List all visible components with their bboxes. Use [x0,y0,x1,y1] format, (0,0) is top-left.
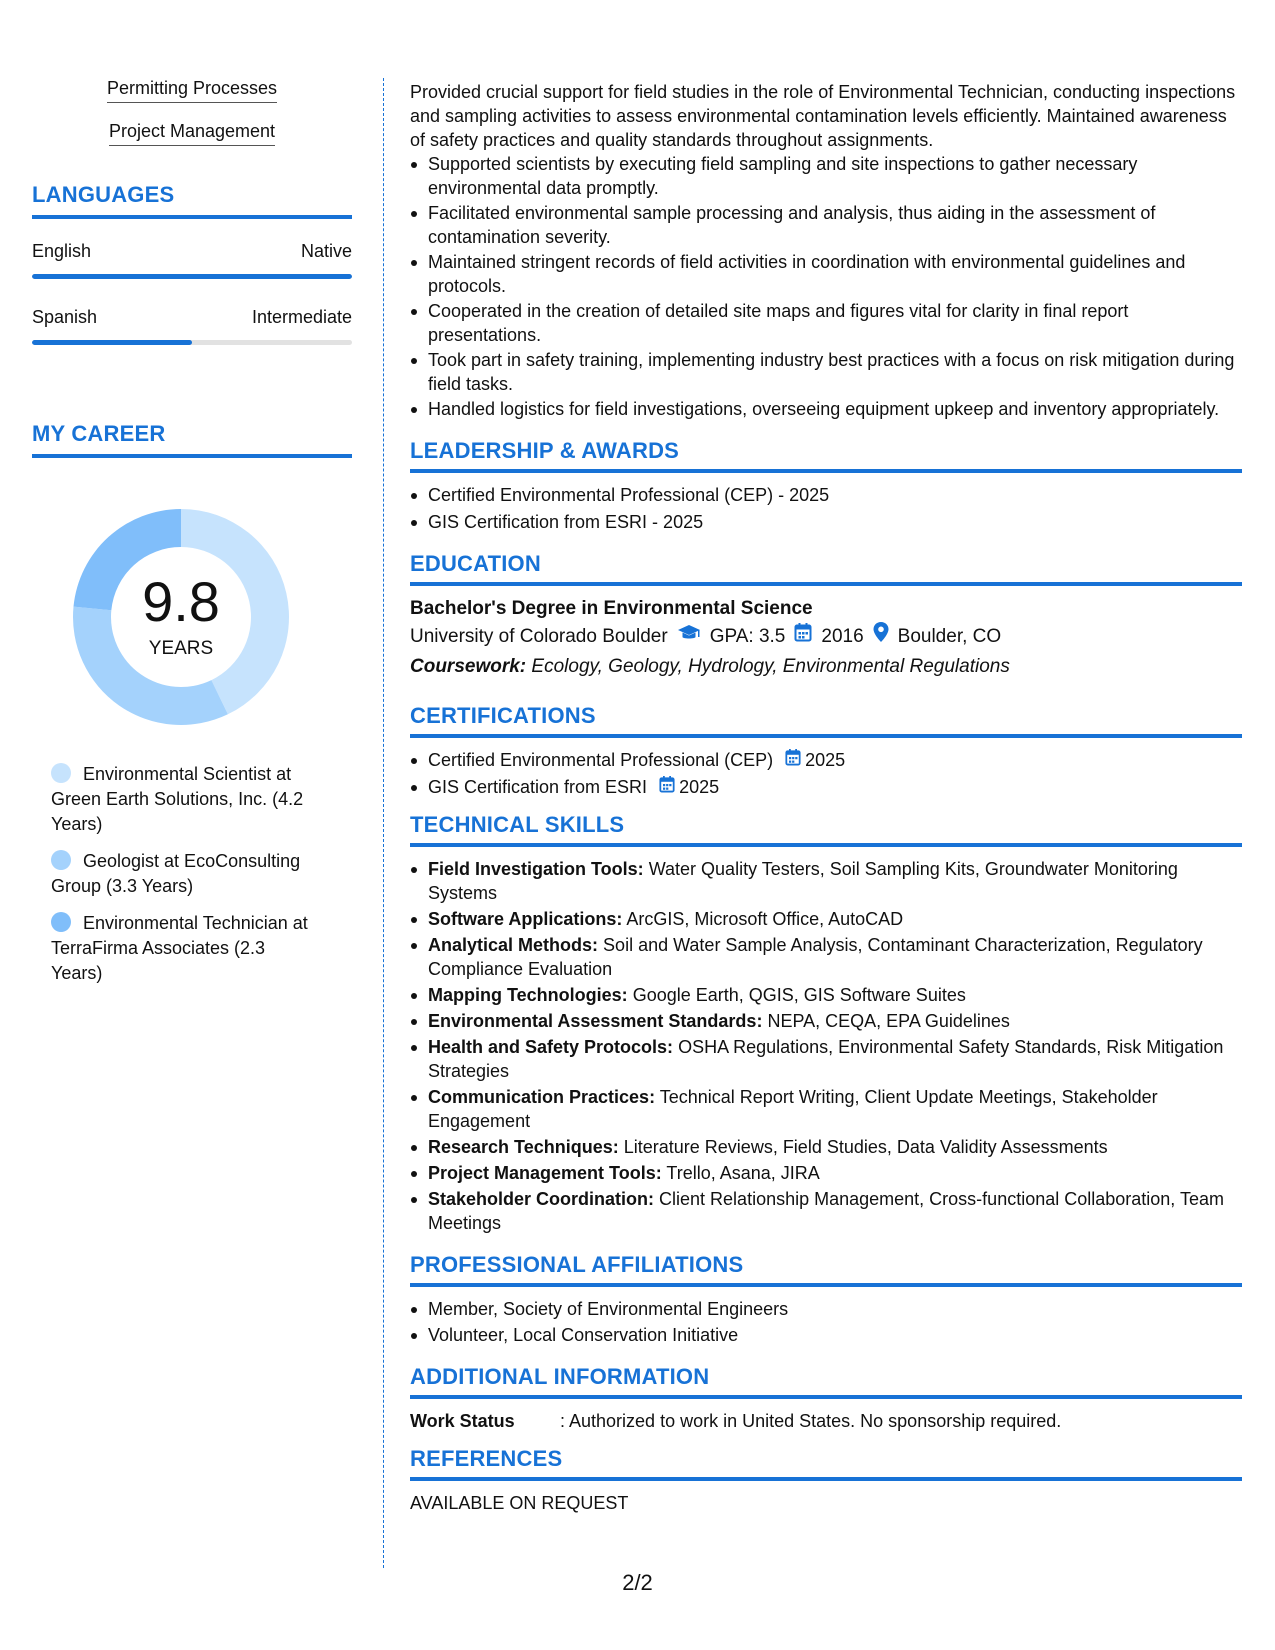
education-heading: EDUCATION [410,551,541,576]
language-name: Spanish [32,307,98,327]
list-item: Took part in safety training, implementing industry best practices with a focus on risk mitigation during field tasks. [410,348,1242,396]
language-proficiency-bar [32,340,352,345]
work-status-label: Work Status [410,1411,515,1431]
additional-info-heading: ADDITIONAL INFORMATION [410,1364,710,1389]
section-rule [410,469,1242,473]
list-item: Facilitated environmental sample processing and analysis, thus aiding in the assessment of contamination severity. [410,201,1242,249]
section-rule [410,1477,1242,1481]
list-item: GIS Certification from ESRI - 2025 [410,510,1242,534]
legend-dot [51,912,71,932]
section-rule [410,1283,1242,1287]
calendar-icon [785,748,801,772]
work-status-value: : Authorized to work in United States. No sponsorship required. [560,1411,1062,1431]
work-status-row [410,1409,1242,1433]
education-entry [410,596,1242,682]
language-item [32,241,352,279]
experience-bullets [410,152,1242,421]
degree-title: Bachelor's Degree in Environmental Science [410,598,813,619]
gpa: GPA: 3.5 [709,626,786,647]
list-item: Environmental Assessment Standards: NEPA, CEQA, EPA Guidelines [410,1009,1242,1033]
list-item: Volunteer, Local Conservation Initiative [410,1323,1242,1347]
list-item: Health and Safety Protocols: OSHA Regulations, Environmental Safety Standards, Risk Mitigation Strategies [410,1035,1242,1083]
career-legend-item: Geologist at EcoConsulting Group (3.3 Years) [51,851,301,896]
list-item: Member, Society of Environmental Engineers [410,1297,1242,1321]
list-item: Software Applications: ArcGIS, Microsoft Office, AutoCAD [410,907,1242,931]
experience-summary: Provided crucial support for field studies in the role of Environmental Technician, conducting inspections and sampling activities to assess environmental contamination levels efficiently. Maintained awareness of safety practices and quality standards throughout assignments. [410,82,1236,150]
technical-skills-list [410,857,1242,1235]
certifications-heading: CERTIFICATIONS [410,703,596,728]
career-legend-item: Environmental Scientist at Green Earth Solutions, Inc. (4.2 Years) [51,764,304,834]
section-rule [410,843,1242,847]
legend-dot [51,850,71,870]
skill-tag: Permitting Processes [32,78,352,103]
language-name: English [32,241,92,261]
skill-tag: Project Management [32,121,352,146]
school-location: Boulder, CO [897,626,1002,647]
section-rule [410,1395,1242,1399]
list-item: Analytical Methods: Soil and Water Sample Analysis, Contaminant Characterization, Regulatory Compliance Evaluation [410,933,1242,981]
map-pin-icon [873,622,889,652]
cert-date: 2025 [679,777,720,797]
school-name: University of Colorado Boulder [410,626,668,647]
technical-skills-heading: TECHNICAL SKILLS [410,812,625,837]
career-legend [32,762,312,986]
language-level: Native [300,241,352,261]
leadership-heading: LEADERSHIP & AWARDS [410,438,680,463]
calendar-icon [794,622,812,652]
list-item: Certified Environmental Professional (CEP) - 2025 [410,483,1242,507]
language-level: Intermediate [251,307,352,327]
references-heading: REFERENCES [410,1446,563,1471]
column-divider [383,78,384,1568]
coursework [410,652,1242,682]
section-rule [410,582,1242,586]
career-total-years: 9.8 [142,570,220,633]
legend-dot [51,763,71,783]
list-item: Handled logistics for field investigations, overseeing equipment upkeep and inventory appropriately. [410,397,1242,421]
list-item: Certified Environmental Professional (CEP) 2025 [410,748,1242,772]
list-item: Project Management Tools: Trello, Asana, JIRA [410,1161,1242,1185]
section-rule [410,734,1242,738]
list-item: GIS Certification from ESRI 2025 [410,775,1242,799]
cert-date: 2025 [805,750,846,770]
graduation-cap-icon [677,622,701,652]
graduation-year: 2016 [821,626,864,647]
left-column [32,78,352,998]
language-item [32,307,352,345]
career-heading: MY CAREER [32,421,166,446]
language-proficiency-fill [32,274,352,279]
language-proficiency-bar [32,274,352,279]
career-legend-item: Environmental Technician at TerraFirma Associates (2.3 Years) [51,913,308,983]
references-text: AVAILABLE ON REQUEST [410,1493,629,1513]
certifications-list [410,748,1242,799]
list-item: Supported scientists by executing field sampling and site inspections to gather necessary environmental data promptly. [410,152,1242,200]
affiliations-list [410,1297,1242,1347]
list-item: Research Techniques: Literature Reviews, Field Studies, Data Validity Assessments [410,1135,1242,1159]
right-column [410,80,1242,1515]
list-item: Stakeholder Coordination: Client Relationship Management, Cross-functional Collaboration, Team Meetings [410,1187,1242,1235]
calendar-icon [659,775,675,799]
list-item: Cooperated in the creation of detailed site maps and figures vital for clarity in final report presentations. [410,299,1242,347]
career-donut-chart [66,502,296,732]
leadership-list [410,483,1242,534]
affiliations-heading: PROFESSIONAL AFFILIATIONS [410,1252,744,1277]
coursework-label: Coursework: [410,656,527,677]
career-years-unit: YEARS [148,638,214,659]
list-item: Communication Practices: Technical Report Writing, Client Update Meetings, Stakeholder Engagement [410,1085,1242,1133]
list-item: Maintained stringent records of field activities in coordination with environmental guidelines and protocols. [410,250,1242,298]
list-item: Mapping Technologies: Google Earth, QGIS, GIS Software Suites [410,983,1242,1007]
page-number: 2/2 [622,1570,653,1595]
section-rule [32,454,352,458]
languages-heading: LANGUAGES [32,182,175,207]
language-proficiency-fill [32,340,192,345]
section-rule [32,215,352,219]
list-item: Field Investigation Tools: Water Quality Testers, Soil Sampling Kits, Groundwater Monitoring Systems [410,857,1242,905]
coursework-text: Ecology, Geology, Hydrology, Environmental Regulations [531,656,1010,677]
